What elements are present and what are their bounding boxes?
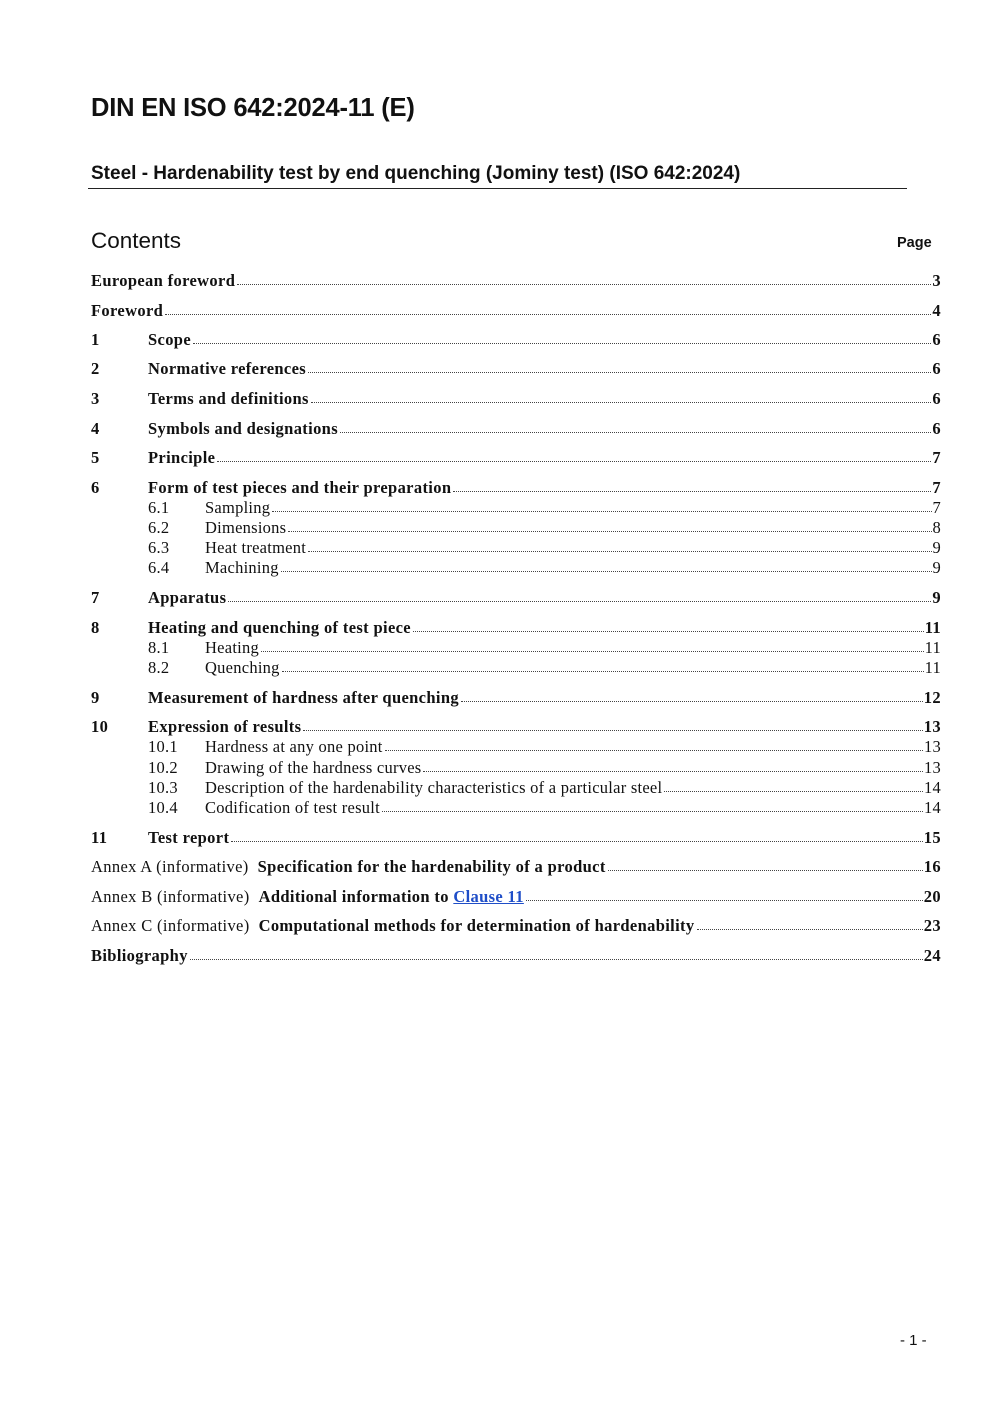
- toc-entry-title: Form of test pieces and their preparation: [148, 478, 452, 497]
- toc-entry-bibliography[interactable]: [91, 946, 941, 966]
- toc-entry-title: European foreword: [91, 271, 236, 290]
- toc-entry-title: Specification for the hardenability of a product: [257, 857, 606, 876]
- toc-annex-label: Annex B (informative): [91, 887, 250, 906]
- toc-entry-description-hardenability[interactable]: [91, 778, 941, 798]
- toc-entry-number: 6.4: [148, 558, 170, 577]
- toc-leader-dots: [308, 372, 931, 373]
- toc-leader-dots: [165, 314, 931, 315]
- toc-entry-page: 11: [924, 638, 941, 657]
- toc-leader-dots: [340, 432, 931, 433]
- toc-entry-title: Normative references: [148, 359, 307, 378]
- toc-entry-page: 20: [923, 887, 941, 906]
- toc-entry-title: Codification of test result: [205, 798, 380, 817]
- toc-entry-quenching[interactable]: [91, 658, 941, 678]
- toc-entry-page: 13: [924, 758, 941, 777]
- toc-entry-title: Foreword: [91, 301, 164, 320]
- toc-entry-drawing-hardness-curves[interactable]: [91, 758, 941, 778]
- toc-entry-measurement-of-hardness[interactable]: [91, 688, 941, 708]
- toc-leader-dots: [664, 791, 923, 792]
- toc-entry-page: 9: [932, 558, 941, 577]
- toc-entry-number: 10.2: [148, 758, 178, 777]
- toc-leader-dots: [697, 929, 923, 930]
- toc-entry-number: 5: [91, 448, 100, 467]
- toc-entry-page: 24: [923, 946, 941, 965]
- toc-entry-page: 14: [924, 798, 941, 817]
- toc-entry-page: 15: [923, 828, 941, 847]
- toc-leader-dots: [308, 551, 931, 552]
- toc-entry-title: Terms and definitions: [148, 389, 309, 408]
- toc-entry-hardness-at-any-point[interactable]: [91, 737, 941, 757]
- contents-heading: Contents: [91, 228, 182, 253]
- toc-leader-dots: [303, 730, 922, 731]
- toc-entry-page: 11: [924, 658, 941, 677]
- toc-entry-title: Bibliography: [91, 946, 188, 965]
- toc-entry-page: 6: [932, 419, 941, 438]
- toc-entry-page: 4: [932, 301, 941, 320]
- toc-entry-codification[interactable]: [91, 798, 941, 818]
- toc-leader-dots: [385, 750, 923, 751]
- toc-entry-page: 3: [932, 271, 941, 290]
- toc-entry-page: 6: [932, 389, 941, 408]
- subtitle-underline: [88, 188, 907, 189]
- toc-entry-heating[interactable]: [91, 638, 941, 658]
- toc-leader-dots: [231, 841, 922, 842]
- toc-entry-scope[interactable]: [91, 330, 941, 350]
- toc-leader-dots: [423, 771, 923, 772]
- toc-entry-title: Description of the hardenability characteristics of a particular steel: [205, 778, 663, 797]
- toc-entry-page: 13: [924, 737, 941, 756]
- toc-entry-page: 12: [923, 688, 941, 707]
- toc-entry-page: 7: [932, 478, 941, 497]
- toc-entry-sampling[interactable]: [91, 498, 941, 518]
- toc-entry-number: 9: [91, 688, 100, 707]
- toc-leader-dots: [608, 870, 923, 871]
- toc-entry-apparatus[interactable]: [91, 588, 941, 608]
- toc-entry-annex-b[interactable]: [91, 887, 941, 907]
- toc-entry-page: 7: [932, 448, 941, 467]
- document-subtitle: Steel - Hardenability test by end quenching (Jominy test) (ISO 642:2024): [91, 163, 741, 184]
- toc-entry-number: 6.2: [148, 518, 170, 537]
- page-number: - 1 -: [900, 1332, 927, 1349]
- toc-entry-title: Drawing of the hardness curves: [205, 758, 422, 777]
- toc-entry-european-foreword[interactable]: [91, 271, 941, 291]
- toc-entry-number: 8.2: [148, 658, 170, 677]
- toc-entry-number: 10.3: [148, 778, 178, 797]
- toc-entry-title: Hardness at any one point: [205, 737, 383, 756]
- toc-entry-number: 8.1: [148, 638, 170, 657]
- toc-entry-title: Heating: [205, 638, 259, 657]
- toc-leader-dots: [217, 461, 931, 462]
- toc-entry-test-report[interactable]: [91, 828, 941, 848]
- toc-leader-dots: [413, 631, 924, 632]
- toc-entry-page: 23: [923, 916, 941, 935]
- toc-entry-number: 2: [91, 359, 100, 378]
- toc-leader-dots: [453, 491, 931, 492]
- toc-annex-label: Annex C (informative): [91, 916, 250, 935]
- toc-leader-dots: [272, 511, 931, 512]
- toc-leader-dots: [382, 811, 923, 812]
- toc-entry-symbols-and-designations[interactable]: [91, 419, 941, 439]
- toc-entry-form-of-test-pieces[interactable]: [91, 478, 941, 498]
- toc-entry-page: 7: [932, 498, 941, 517]
- toc-entry-title: Heat treatment: [205, 538, 307, 557]
- toc-entry-heating-and-quenching[interactable]: [91, 618, 941, 638]
- toc-entry-title: Expression of results: [148, 717, 302, 736]
- toc-entry-number: 11: [91, 828, 108, 847]
- toc-entry-number: 10: [91, 717, 109, 736]
- toc-entry-page: 8: [932, 518, 941, 537]
- toc-entry-annex-a[interactable]: [91, 857, 941, 877]
- toc-entry-machining[interactable]: [91, 558, 941, 578]
- toc-entry-page: 6: [932, 359, 941, 378]
- toc-entry-title-prefix: Additional information to: [258, 887, 454, 906]
- toc-entry-page: 13: [923, 717, 941, 736]
- toc-entry-normative-references[interactable]: [91, 359, 941, 379]
- toc-entry-title: Machining: [205, 558, 279, 577]
- toc-leader-dots: [282, 671, 924, 672]
- toc-entry-title: Heating and quenching of test piece: [148, 618, 411, 637]
- toc-entry-title: Computational methods for determination of hardenability: [258, 916, 695, 935]
- page-column-label: Page: [897, 235, 932, 251]
- toc-entry-number: 10.1: [148, 737, 178, 756]
- toc-entry-title: [259, 887, 524, 907]
- toc-leader-dots: [190, 959, 923, 960]
- toc-entry-number: 6.1: [148, 498, 170, 517]
- toc-entry-title: Sampling: [205, 498, 271, 517]
- toc-entry-title: Apparatus: [148, 588, 227, 607]
- toc-entry-page: 6: [932, 330, 941, 349]
- toc-entry-number: 3: [91, 389, 100, 408]
- toc-leader-dots: [288, 531, 931, 532]
- toc-entry-number: 1: [91, 330, 100, 349]
- toc-entry-page: 16: [923, 857, 941, 876]
- clause-11-link[interactable]: Clause 11: [453, 887, 524, 906]
- toc-entry-title: Principle: [148, 448, 216, 467]
- toc-entry-title: Measurement of hardness after quenching: [148, 688, 459, 707]
- toc-entry-number: 6: [91, 478, 100, 497]
- toc-entry-principle[interactable]: [91, 448, 941, 468]
- toc-entry-title: Dimensions: [205, 518, 287, 537]
- toc-entry-number: 6.3: [148, 538, 170, 557]
- toc-entry-number: 10.4: [148, 798, 178, 817]
- toc-entry-title: Scope: [148, 330, 191, 349]
- toc-entry-annex-c[interactable]: [91, 916, 941, 936]
- toc-entry-dimensions[interactable]: [91, 518, 941, 538]
- toc-leader-dots: [237, 284, 931, 285]
- toc-entry-title: Quenching: [205, 658, 280, 677]
- toc-entry-number: 4: [91, 419, 100, 438]
- toc-entry-expression-of-results[interactable]: [91, 717, 941, 737]
- toc-entry-foreword[interactable]: [91, 301, 941, 321]
- toc-leader-dots: [526, 900, 923, 901]
- toc-leader-dots: [461, 701, 923, 702]
- toc-entry-page: 11: [924, 618, 941, 637]
- toc-entry-page: 9: [932, 588, 941, 607]
- toc-entry-title: Test report: [148, 828, 230, 847]
- toc-entry-heat-treatment[interactable]: [91, 538, 941, 558]
- toc-leader-dots: [193, 343, 931, 344]
- toc-entry-number: 7: [91, 588, 100, 607]
- toc-leader-dots: [311, 402, 932, 403]
- document-title: DIN EN ISO 642:2024-11 (E): [91, 94, 415, 122]
- toc-entry-terms-and-definitions[interactable]: [91, 389, 941, 409]
- toc-leader-dots: [228, 601, 931, 602]
- toc-entry-title: Symbols and designations: [148, 419, 338, 438]
- toc-annex-label: Annex A (informative): [91, 857, 249, 876]
- toc-entry-number: 8: [91, 618, 100, 637]
- toc-leader-dots: [261, 651, 924, 652]
- toc-entry-page: 9: [932, 538, 941, 557]
- toc-leader-dots: [281, 571, 932, 572]
- toc-entry-page: 14: [924, 778, 941, 797]
